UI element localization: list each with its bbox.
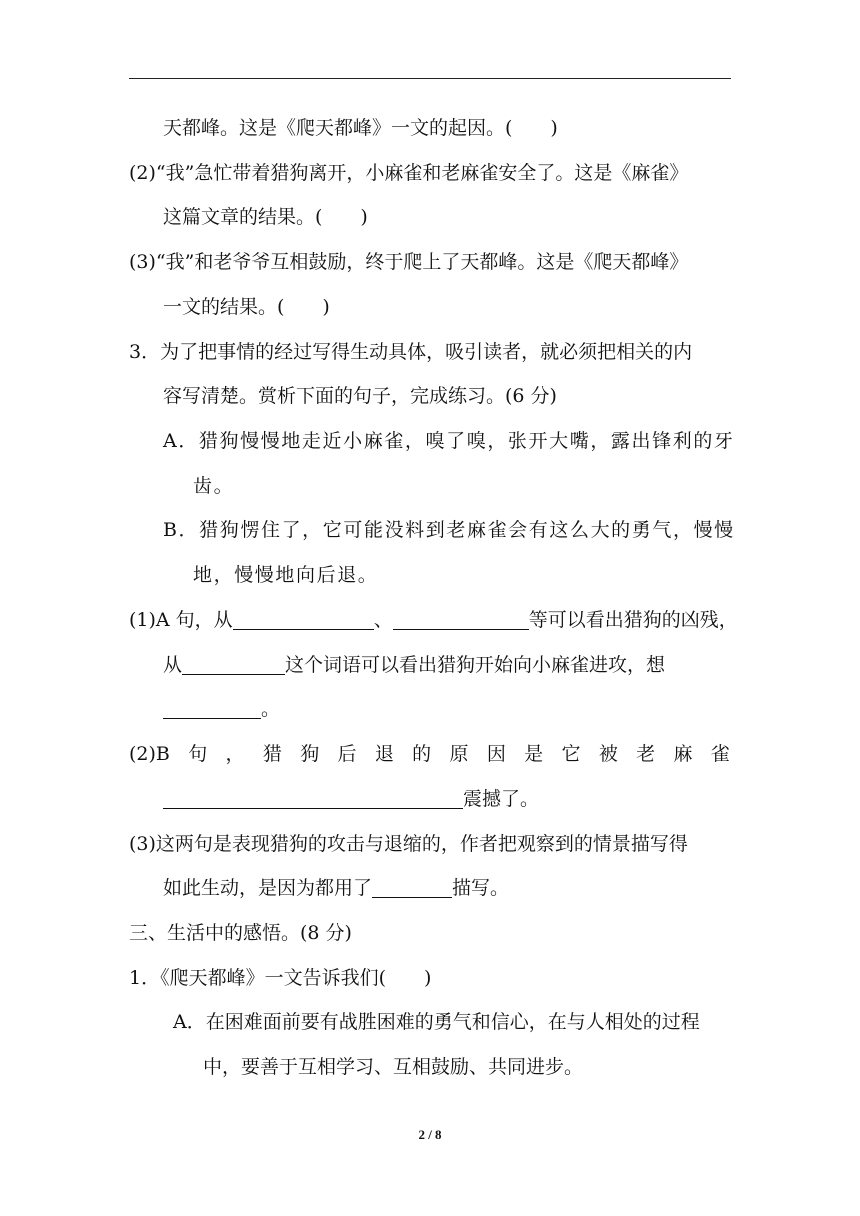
answer-blank[interactable] xyxy=(393,609,529,630)
text-segment: 原 xyxy=(449,743,469,765)
sentence-b: B．猎狗愣住了，它可能没料到老麻雀会有这么大的勇气，慢慢 xyxy=(163,519,735,541)
answer-blank[interactable] xyxy=(163,698,261,719)
text-line: 一文的结果。( ) xyxy=(163,296,330,318)
text-line: 齿。 xyxy=(193,475,235,497)
question-3: 3．为了把事情的经过写得生动具体，吸引读者，就必须把相关的内 xyxy=(129,341,693,363)
sentence-a: A．猎狗慢慢地走近小麻雀，嗅了嗅，张开大嘴，露出锋利的牙 xyxy=(163,430,735,452)
text-line: (3)“我”和老爷爷互相鼓励，终于爬上了天都峰。这是《爬天都峰》 xyxy=(129,251,689,273)
text-line: 地，慢慢地向后退。 xyxy=(193,564,379,586)
subquestion-3: (3)这两句是表现猎狗的攻击与退缩的，作者把观察到的情景描写得 xyxy=(129,833,688,855)
answer-blank[interactable] xyxy=(372,877,452,898)
text-segment: 如此生动，是因为都用了 xyxy=(163,877,373,899)
text-segment: 老 xyxy=(636,743,656,765)
text-segment: 被 xyxy=(598,743,618,765)
text-segment: 这个词语可以看出猎狗开始向小麻雀进攻，想 xyxy=(285,654,666,676)
header-rule xyxy=(129,78,731,79)
text-segment: 麻 xyxy=(673,743,693,765)
text-line: 容写清楚。赏析下面的句子，完成练习。(6 分) xyxy=(163,385,557,407)
text-line: 这篇文章的结果。( ) xyxy=(163,206,368,228)
text-segment: 描写。 xyxy=(452,877,510,899)
text-line: (2)“我”急忙带着猎狗离开，小麻雀和老麻雀安全了。这是《麻雀》 xyxy=(129,162,689,184)
text-segment: 后 xyxy=(337,743,357,765)
text-line: 中，要善于互相学习、互相鼓励、共同进步。 xyxy=(203,1056,584,1078)
text-segment: 从 xyxy=(163,654,183,676)
text-line xyxy=(163,695,280,723)
text-segment: 、 xyxy=(373,609,393,631)
text-line xyxy=(163,785,539,813)
text-segment: 雀 xyxy=(710,743,730,765)
question-1: 1．《爬天都峰》一文告诉我们( ) xyxy=(129,967,432,989)
text-segment: 狗 xyxy=(300,743,320,765)
text-line: 天都峰。这是《爬天都峰》一文的起因。( ) xyxy=(163,117,558,139)
text-segment: 等可以看出猎狗的凶残， xyxy=(528,609,738,631)
text-segment: (2)B xyxy=(129,743,170,765)
text-line xyxy=(163,874,509,902)
section-heading: 三、生活中的感悟。(8 分) xyxy=(129,922,352,944)
answer-blank[interactable] xyxy=(182,654,285,675)
answer-blank[interactable] xyxy=(163,788,463,809)
text-segment: 是 xyxy=(524,743,544,765)
text-segment: 句 xyxy=(188,743,208,765)
text-segment: 它 xyxy=(561,743,581,765)
text-line xyxy=(163,651,665,679)
text-segment: 。 xyxy=(261,698,281,720)
subquestion-1 xyxy=(129,606,738,634)
text-segment: 的 xyxy=(412,743,432,765)
page-number: 2 / 8 xyxy=(418,1127,442,1142)
subquestion-2 xyxy=(129,740,730,768)
text-segment: 震撼了。 xyxy=(463,788,540,810)
option-a: A．在困难面前要有战胜困难的勇气和信心，在与人相处的过程 xyxy=(173,1011,700,1033)
text-segment: 因 xyxy=(486,743,506,765)
text-segment: 猎 xyxy=(262,743,282,765)
answer-blank[interactable] xyxy=(233,609,374,630)
text-segment: (1)A 句，从 xyxy=(129,609,233,631)
text-segment: 退 xyxy=(374,743,394,765)
text-segment: ， xyxy=(225,743,245,765)
